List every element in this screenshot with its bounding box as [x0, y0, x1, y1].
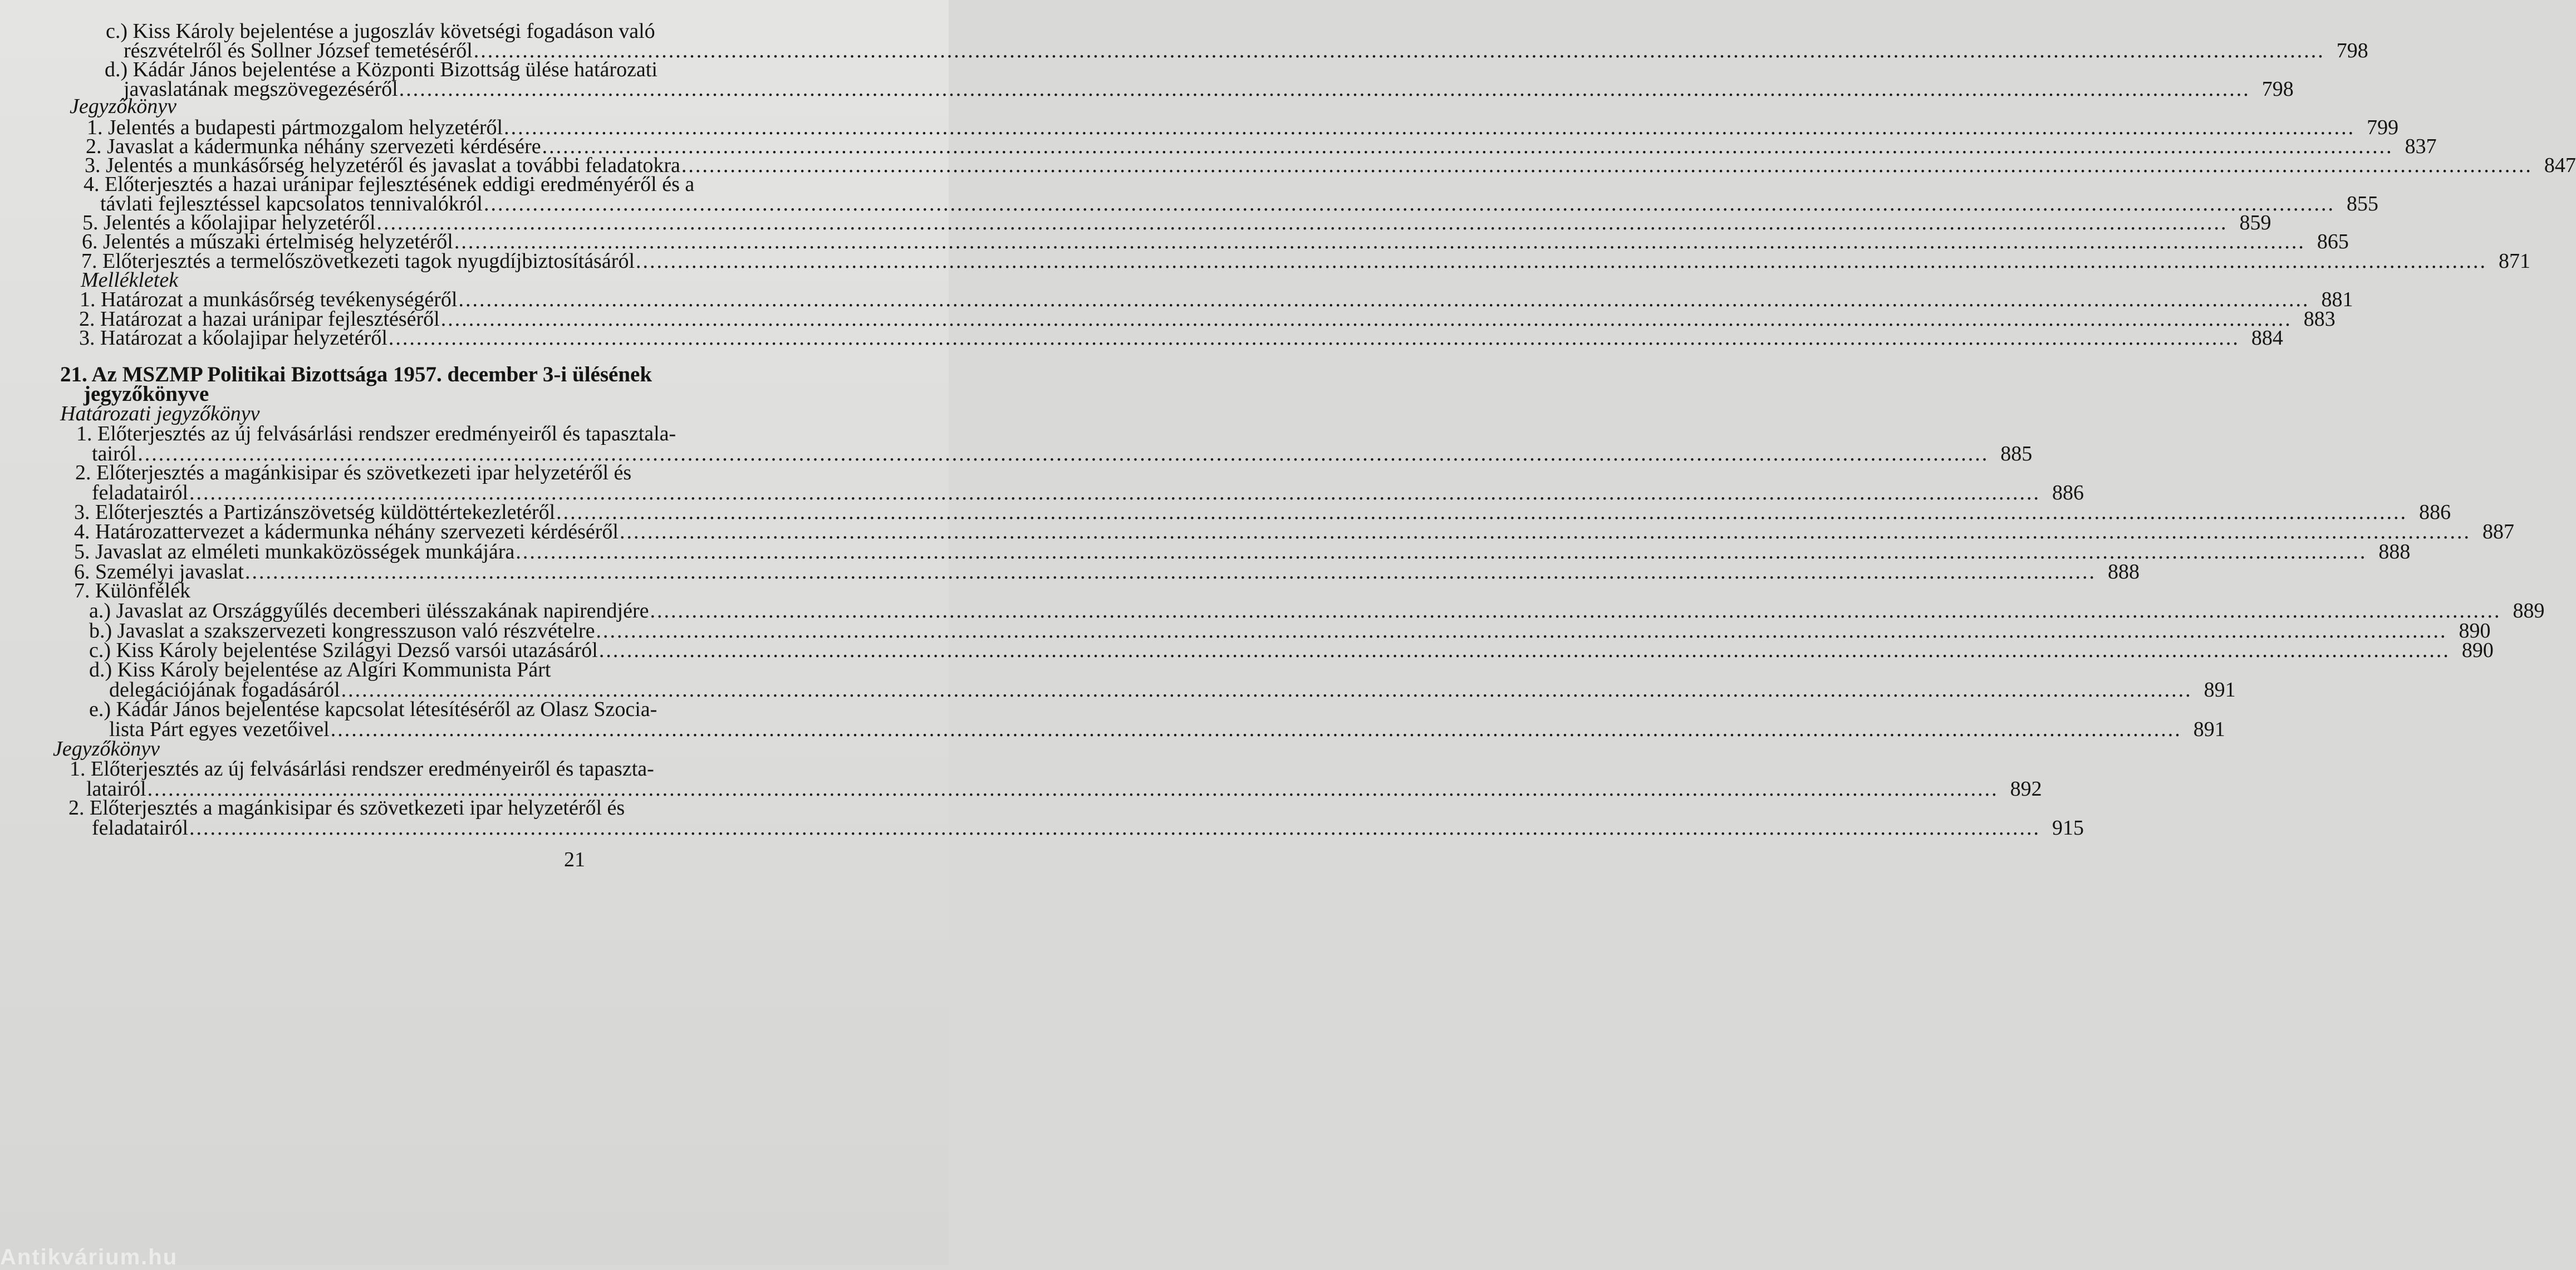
toc-entry: 2. Határozat a hazai uránipar fejlesztéséről ..... 883	[79, 306, 583, 332]
toc-entry: 5. Javaslat az elméleti munkaközösségek munkájára ..... 888	[74, 539, 585, 565]
chapter-heading: jegyzőkönyve	[84, 382, 209, 406]
toc-entry: 7. Előterjesztés a termelőszövetkezeti tagok nyugdíjbiztosításáról ..... 871	[81, 248, 585, 274]
section-title: Határozati jegyzőkönyv	[60, 402, 260, 425]
toc-entry: 2. Javaslat a kádermunka néhány szervezeti kérdésére ..... 837	[86, 134, 586, 159]
toc-entry: latairól ..... 892	[86, 776, 583, 802]
toc-line: 4. Előterjesztés a hazai uránipar fejlesztésének eddigi eredményéről és a	[84, 173, 695, 196]
toc-line: 1. Előterjesztés az új felvásárlási rendszer eredményeiről és tapasztala-	[76, 422, 676, 445]
toc-entry: 6. Személyi javaslat ..... 888	[74, 559, 585, 585]
toc-line: 1. Előterjesztés az új felvásárlási rendszer eredményeiről és tapaszta-	[70, 757, 654, 781]
toc-entry: 6. Jelentés a műszaki értelmiség helyzetéről ..... 865	[82, 229, 585, 254]
toc-entry: 3. Előterjesztés a Partizánszövetség küldöttértekezletéről ..... 886	[74, 499, 585, 525]
toc-entry: 1. Jelentés a budapesti pártmozgalom helyzetéről ..... 799	[87, 115, 586, 140]
toc-line: e.) Kádár János bejelentése kapcsolat létesítéséről az Olasz Szocia-	[89, 698, 658, 721]
watermark: Antikvárium.hu	[0, 1245, 178, 1269]
toc-entry: lista Párt egyes vezetőivel ..... 891	[109, 717, 585, 742]
toc-line: 2. Előterjesztés a magánkisipar és szövetkezeti ipar helyzetéről és	[75, 461, 632, 484]
toc-entry: javaslatának megszövegezéséről ..... 798	[124, 76, 586, 102]
toc-entry: 5. Jelentés a kőolajipar helyzetéről ..... 859	[82, 210, 585, 236]
toc-entry: 1. Határozat a munkásőrség tevékenységéről ..... 881	[80, 287, 583, 312]
toc-entry: tairól ..... 885	[92, 441, 585, 467]
toc-line: d.) Kiss Károly bejelentése az Algíri Kommunista Párt	[89, 658, 551, 681]
toc-entry: 3. Jelentés a munkásőrség helyzetéről és javaslat a további feladatokra ..... 847	[85, 153, 586, 178]
chapter-heading: 21. Az MSZMP Politikai Bizottsága 1957. december 3-i ülésének	[60, 362, 652, 386]
toc-entry: részvételről és Sollner József temetéséről ..... 798	[124, 38, 586, 63]
toc-entry: a.) Javaslat az Országgyűlés decemberi ülésszakának napirendjére ..... 889	[89, 598, 585, 624]
toc-entry: 4. Határozattervezet a kádermunka néhány szervezeti kérdéséről ..... 887	[74, 519, 585, 545]
page-number: 21	[564, 848, 585, 871]
toc-entry: delegációjának fogadásáról ..... 891	[109, 677, 585, 703]
toc-entry: távlati fejlesztéssel kapcsolatos tennivalókról ..... 855	[100, 191, 585, 217]
toc-line: d.) Kádár János bejelentése a Központi Bizottság ülése határozati	[105, 58, 658, 81]
toc-entry: feladatairól ..... 886	[92, 480, 585, 506]
section-title: Jegyzőkönyv	[70, 95, 176, 118]
section-title: Jegyzőkönyv	[53, 737, 160, 761]
toc-line: 7. Különfélék	[74, 579, 190, 602]
toc-entry: c.) Kiss Károly bejelentése Szilágyi Dezső varsói utazásáról ..... 890	[89, 638, 585, 663]
toc-line: c.) Kiss Károly bejelentése a jugoszláv követségi fogadáson való	[106, 19, 655, 43]
toc-entry: 3. Határozat a kőolajipar helyzetéről ..... 884	[79, 325, 583, 351]
toc-line: 2. Előterjesztés a magánkisipar és szövetkezeti ipar helyzetéről és	[68, 796, 625, 820]
toc-entry: feladatairól ..... 915	[92, 815, 583, 841]
section-title: Mellékletek	[81, 268, 179, 292]
toc-entry: b.) Javaslat a szakszervezeti kongresszuson való részvételre ..... 890	[89, 618, 585, 644]
